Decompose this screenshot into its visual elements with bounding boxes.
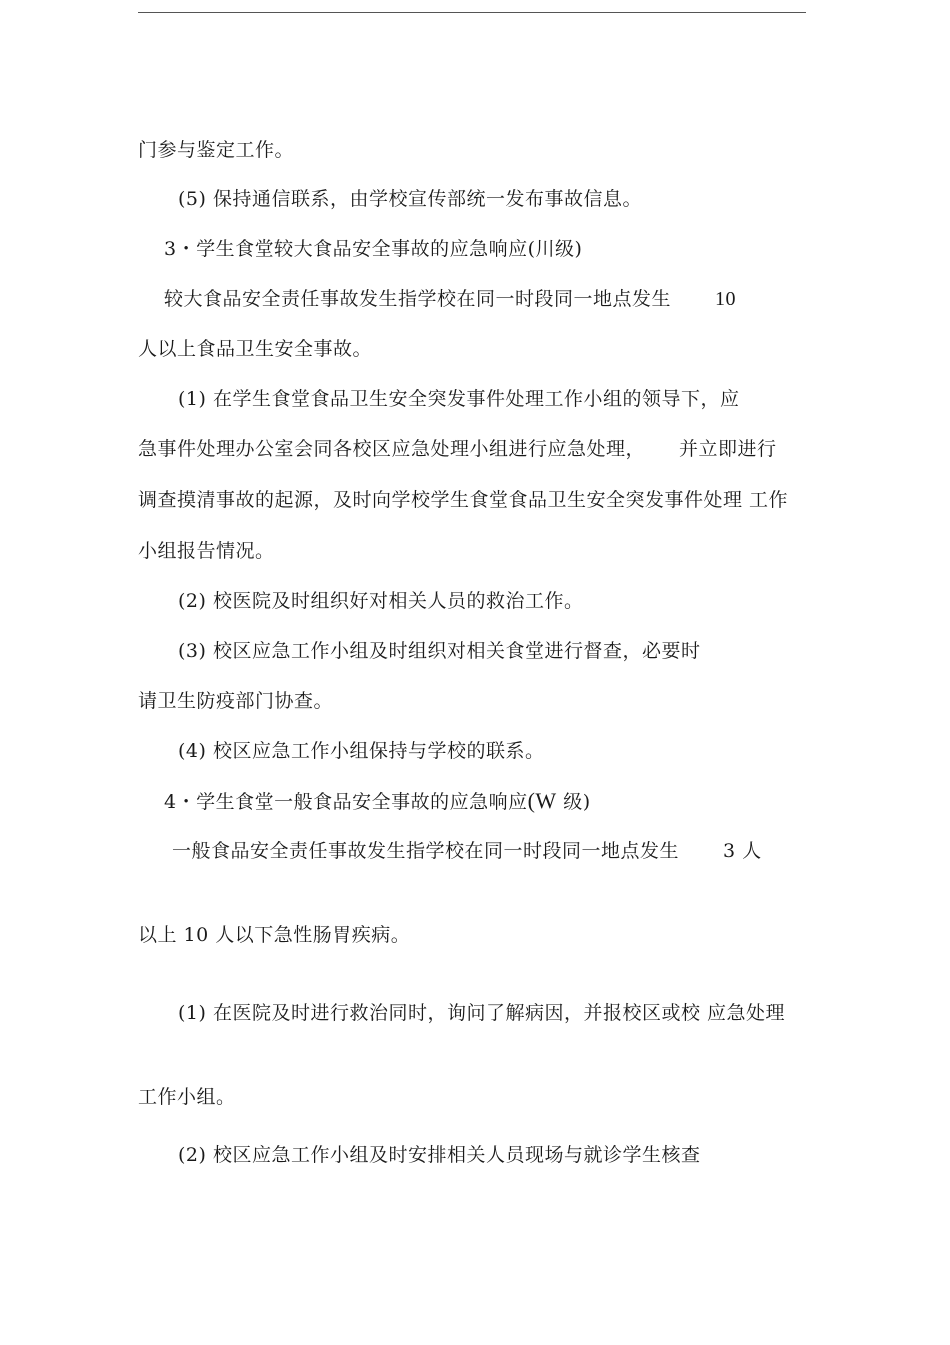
text-line: 门参与鉴定工作。 — [138, 139, 295, 161]
section-heading — [164, 788, 591, 815]
text-line: (2) 校医院及时组织好对相关人员的救治工作。 — [178, 590, 584, 612]
text-line: 调查摸清事故的起源，及时向学校学生食堂食品卫生安全突发事件处理 工作 — [138, 489, 789, 511]
text-line: (2) 校区应急工作小组及时安排相关人员现场与就诊学生核查 — [178, 1144, 701, 1166]
text-segment: (W — [527, 788, 557, 813]
text-line: (1) 在学生食堂食品卫生安全突发事件处理工作小组的领导下，应 — [178, 388, 740, 410]
text-line: 小组报告情况。 — [138, 540, 275, 562]
header-rule — [138, 12, 806, 13]
text-line: 工作小组。 — [138, 1086, 236, 1108]
text-segment: 较大食品安全责任事故发生指学校在同一时段同一地点发生 — [164, 288, 672, 310]
text-line: 以上 10 人以下急性肠胃疾病。 — [138, 924, 411, 946]
text-segment: 3 人 — [723, 840, 762, 862]
text-line: (5) 保持通信联系，由学校宣传部统一发布事故信息。 — [178, 188, 642, 210]
text-line: (4) 校区应急工作小组保持与学校的联系。 — [178, 740, 545, 762]
text-line — [164, 286, 736, 312]
text-segment: 一般食品安全责任事故发生指学校在同一时段同一地点发生 — [172, 840, 680, 862]
text-line — [172, 838, 762, 864]
text-segment: 4・学生食堂一般食品安全事故的应急响应 — [164, 791, 528, 813]
text-line: (1) 在医院及时进行救治同时，询问了解病因，并报校区或校 应急处理 — [178, 1002, 785, 1024]
section-heading: 3・学生食堂较大食品安全事故的应急响应(川级) — [164, 238, 583, 260]
text-line: 请卫生防疫部门协查。 — [138, 690, 334, 712]
text-segment: 级) — [563, 791, 591, 813]
text-line: 人以上食品卫生安全事故。 — [138, 338, 373, 360]
text-segment: 急事件处理办公室会同各校区应急处理小组进行应急处理， — [138, 438, 646, 460]
text-segment: 并立即进行 — [679, 438, 777, 460]
text-line — [138, 436, 777, 462]
number-value: 10 — [715, 288, 737, 310]
text-line: (3) 校区应急工作小组及时组织对相关食堂进行督查，必要时 — [178, 640, 701, 662]
